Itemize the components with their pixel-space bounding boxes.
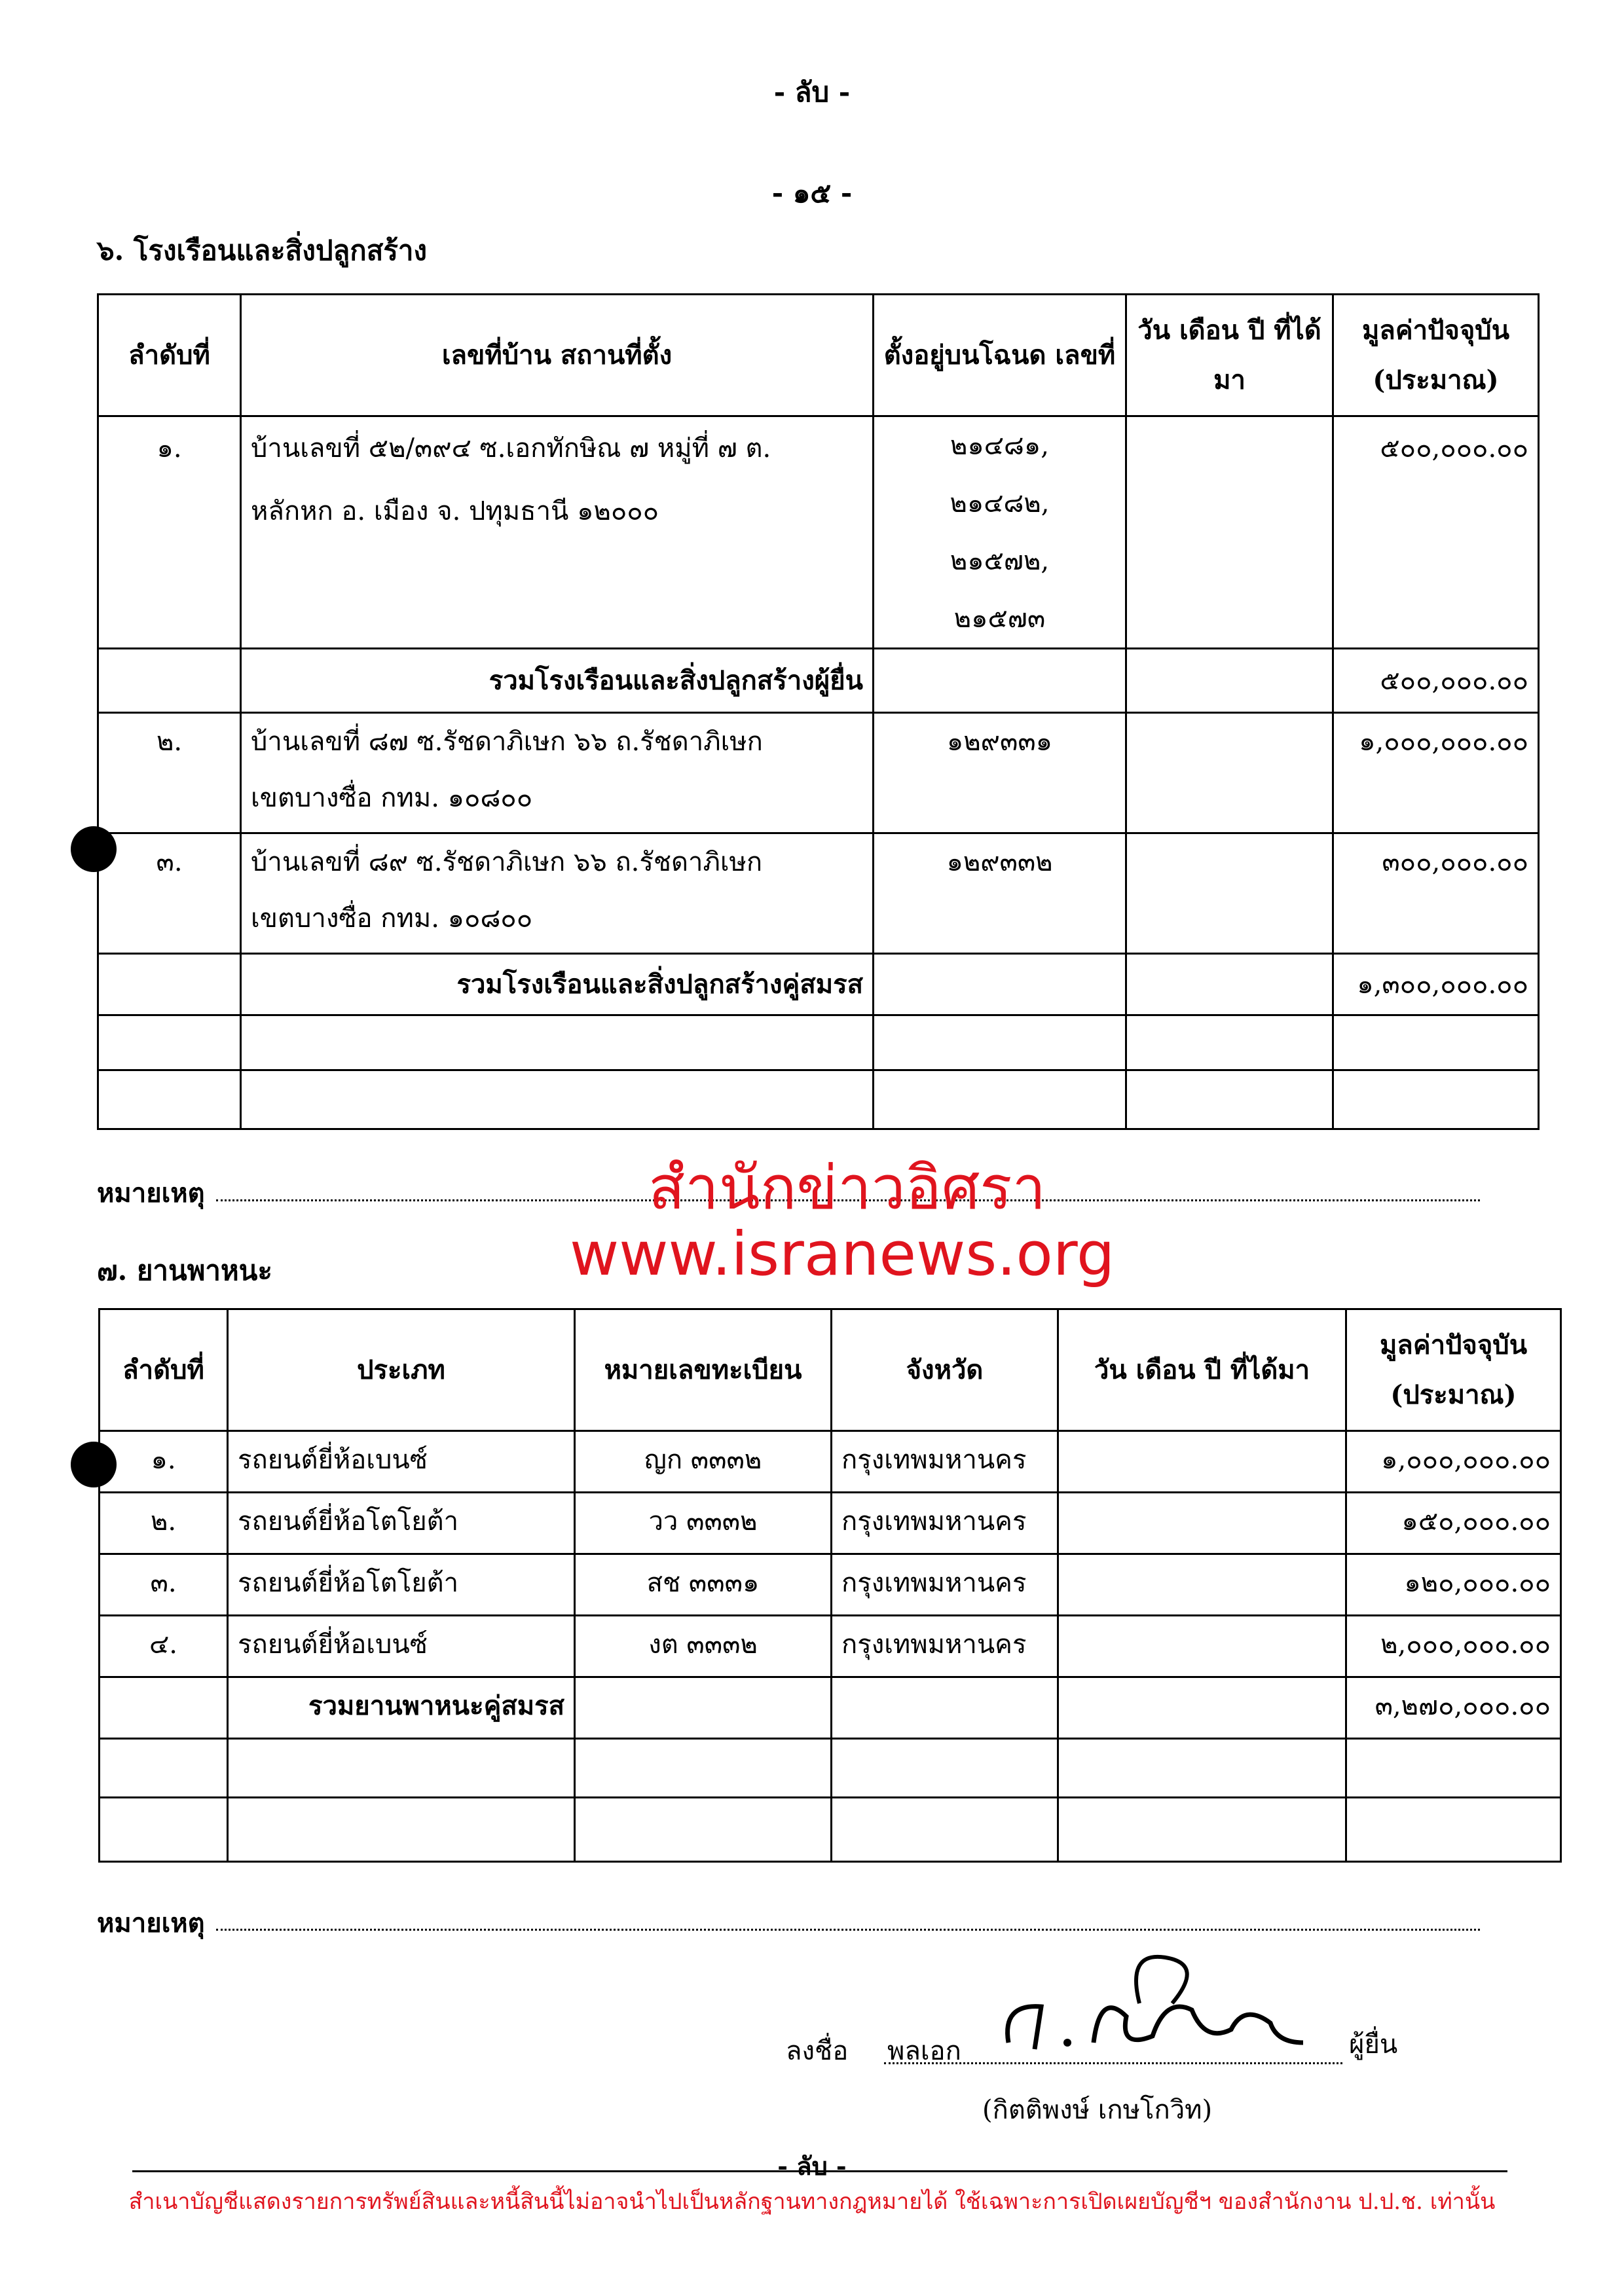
date-cell <box>1058 1493 1346 1554</box>
vehicle-type: รถยนต์ยี่ห้อเบนซ์ <box>228 1431 575 1493</box>
address-line: บ้านเลขที่ ๕๒/๓๙๔ ซ.เอกทักษิณ ๗ หมู่ที่ ๗ ต. <box>251 433 771 464</box>
address-line: เขตบางซื่อ กทม. ๑๐๘๐๐ <box>251 903 533 934</box>
subtotal-filer-label: รวมโรงเรือนและสิ่งปลูกสร้างผู้ยื่น <box>241 649 874 713</box>
date-cell <box>1058 1616 1346 1677</box>
plate-number: วว ๓๓๓๒ <box>575 1493 832 1554</box>
address-cell <box>241 713 874 833</box>
value-cell: ๓๐๐,๐๐๐.๐๐ <box>1333 833 1539 954</box>
deed-number: ๒๑๕๗๒, <box>950 546 1050 576</box>
province: กรุงเทพมหานคร <box>832 1554 1058 1616</box>
classification-header: - ลับ - <box>773 76 851 108</box>
address-cell <box>241 416 874 649</box>
watermark-url: www.isranews.org <box>570 1219 1115 1289</box>
signature <box>995 1944 1336 2075</box>
signer-printed-name: (กิตติพงษ์ เกษโกวิท) <box>982 2095 1213 2125</box>
empty-row <box>100 1798 1561 1862</box>
value-cell: ๑๕๐,๐๐๐.๐๐ <box>1346 1493 1561 1554</box>
empty-row <box>98 1015 1539 1070</box>
col-order: ลำดับที่ <box>100 1309 228 1431</box>
deed-cell: ๑๒๙๓๓๒ <box>874 833 1126 954</box>
col-plate: หมายเลขทะเบียน <box>575 1309 832 1431</box>
deed-cell: ๑๒๙๓๓๑ <box>874 713 1126 833</box>
row-number: ๒. <box>98 713 241 833</box>
plate-number: งต ๓๓๓๒ <box>575 1616 832 1677</box>
table-row <box>98 833 1539 954</box>
address-cell <box>241 833 874 954</box>
row-number: ๔. <box>100 1616 228 1677</box>
date-cell <box>1058 1554 1346 1616</box>
date-cell <box>1058 1431 1346 1493</box>
vehicle-type: รถยนต์ยี่ห้อโตโยต้า <box>228 1554 575 1616</box>
remark-dotted-line <box>216 1929 1480 1931</box>
table-row <box>100 1493 1561 1554</box>
col-date: วัน เดือน ปี ที่ได้มา <box>1126 295 1333 416</box>
vehicles-table <box>98 1308 1562 1863</box>
subtotal-vehicles-value: ๓,๒๗๐,๐๐๐.๐๐ <box>1346 1677 1561 1739</box>
footer-disclaimer: สำเนาบัญชีแสดงรายการทรัพย์สินและหนี้สินนี้ไม่อาจนำไปเป็นหลักฐานทางกฎหมายได้ ใช้เฉพาะการเปิดเผยบัญชีฯ ของสำนักงาน ป.ป.ช. เท่านั้น <box>128 2189 1496 2215</box>
col-type: ประเภท <box>228 1309 575 1431</box>
address-line: หลักหก อ. เมือง จ. ปทุมธานี ๑๒๐๐๐ <box>251 496 659 526</box>
plate-number: สช ๓๓๓๑ <box>575 1554 832 1616</box>
province: กรุงเทพมหานคร <box>832 1616 1058 1677</box>
subtotal-row <box>100 1677 1561 1739</box>
date-cell <box>1126 713 1333 833</box>
row-number: ๓. <box>100 1554 228 1616</box>
buildings-table <box>97 293 1540 1130</box>
punch-hole <box>71 826 117 872</box>
punch-hole <box>71 1442 117 1487</box>
col-address: เลขที่บ้าน สถานที่ตั้ง <box>241 295 874 416</box>
address-line: บ้านเลขที่ ๘๙ ซ.รัชดาภิเษก ๖๖ ถ.รัชดาภิเษก <box>251 847 763 877</box>
col-value: มูลค่าปัจจุบัน (ประมาณ) <box>1346 1309 1561 1431</box>
signer-role: ผู้ยื่น <box>1349 2030 1398 2060</box>
address-line: บ้านเลขที่ ๘๗ ซ.รัชดาภิเษก ๖๖ ถ.รัชดาภิเษก <box>251 727 763 757</box>
remark-label: หมายเหตุ <box>97 1908 205 1939</box>
col-province: จังหวัด <box>832 1309 1058 1431</box>
value-cell: ๑,๐๐๐,๐๐๐.๐๐ <box>1333 713 1539 833</box>
subtotal-row <box>98 649 1539 713</box>
footer-classification: - ลับ - <box>777 2151 847 2181</box>
value-cell: ๕๐๐,๐๐๐.๐๐ <box>1333 416 1539 649</box>
vehicle-type: รถยนต์ยี่ห้อเบนซ์ <box>228 1616 575 1677</box>
row-number: ๑. <box>98 416 241 649</box>
page-number: - ๑๕ - <box>771 177 853 209</box>
deed-number: ๒๑๔๘๑, <box>950 431 1049 461</box>
col-order: ลำดับที่ <box>98 295 241 416</box>
deed-cell <box>874 416 1126 649</box>
signer-rank: พลเอก <box>887 2036 961 2066</box>
province: กรุงเทพมหานคร <box>832 1431 1058 1493</box>
date-cell <box>1126 833 1333 954</box>
deed-number: ๒๑๔๘๒, <box>950 488 1050 519</box>
subtotal-vehicles-label: รวมยานพาหนะคู่สมรส <box>228 1677 575 1739</box>
subtotal-filer-value: ๕๐๐,๐๐๐.๐๐ <box>1333 649 1539 713</box>
address-line: เขตบางซื่อ กทม. ๑๐๘๐๐ <box>251 783 533 813</box>
vehicle-type: รถยนต์ยี่ห้อโตโยต้า <box>228 1493 575 1554</box>
col-value: มูลค่าปัจจุบัน (ประมาณ) <box>1333 295 1539 416</box>
table-row <box>100 1431 1561 1493</box>
subtotal-spouse-label: รวมโรงเรือนและสิ่งปลูกสร้างคู่สมรส <box>241 954 874 1015</box>
value-cell: ๑,๐๐๐,๐๐๐.๐๐ <box>1346 1431 1561 1493</box>
province: กรุงเทพมหานคร <box>832 1493 1058 1554</box>
plate-number: ญก ๓๓๓๒ <box>575 1431 832 1493</box>
col-deed: ตั้งอยู่บนโฉนด เลขที่ <box>874 295 1126 416</box>
value-cell: ๑๒๐,๐๐๐.๐๐ <box>1346 1554 1561 1616</box>
table-row <box>100 1554 1561 1616</box>
subtotal-spouse-value: ๑,๓๐๐,๐๐๐.๐๐ <box>1333 954 1539 1015</box>
sign-label: ลงชื่อ <box>786 2036 849 2066</box>
date-cell <box>1126 416 1333 649</box>
empty-row <box>100 1739 1561 1798</box>
row-number: ๒. <box>100 1493 228 1554</box>
buildings-header-row <box>98 295 1539 416</box>
vehicles-header-row <box>100 1309 1561 1431</box>
table-row <box>98 713 1539 833</box>
row-number: ๓. <box>98 833 241 954</box>
empty-row <box>98 1070 1539 1129</box>
section7-title: ๗. ยานพาหนะ <box>97 1254 272 1286</box>
section6-title: ๖. โรงเรือนและสิ่งปลูกสร้าง <box>97 234 427 266</box>
table-row <box>98 416 1539 649</box>
deed-number: ๒๑๕๗๓ <box>953 604 1046 634</box>
col-date: วัน เดือน ปี ที่ได้มา <box>1058 1309 1346 1431</box>
table-row <box>100 1616 1561 1677</box>
row-number: ๑. <box>100 1431 228 1493</box>
subtotal-row <box>98 954 1539 1015</box>
value-cell: ๒,๐๐๐,๐๐๐.๐๐ <box>1346 1616 1561 1677</box>
remark-label: หมายเหตุ <box>97 1178 205 1209</box>
watermark-name: สำนักข่าวอิศรา <box>648 1153 1046 1223</box>
